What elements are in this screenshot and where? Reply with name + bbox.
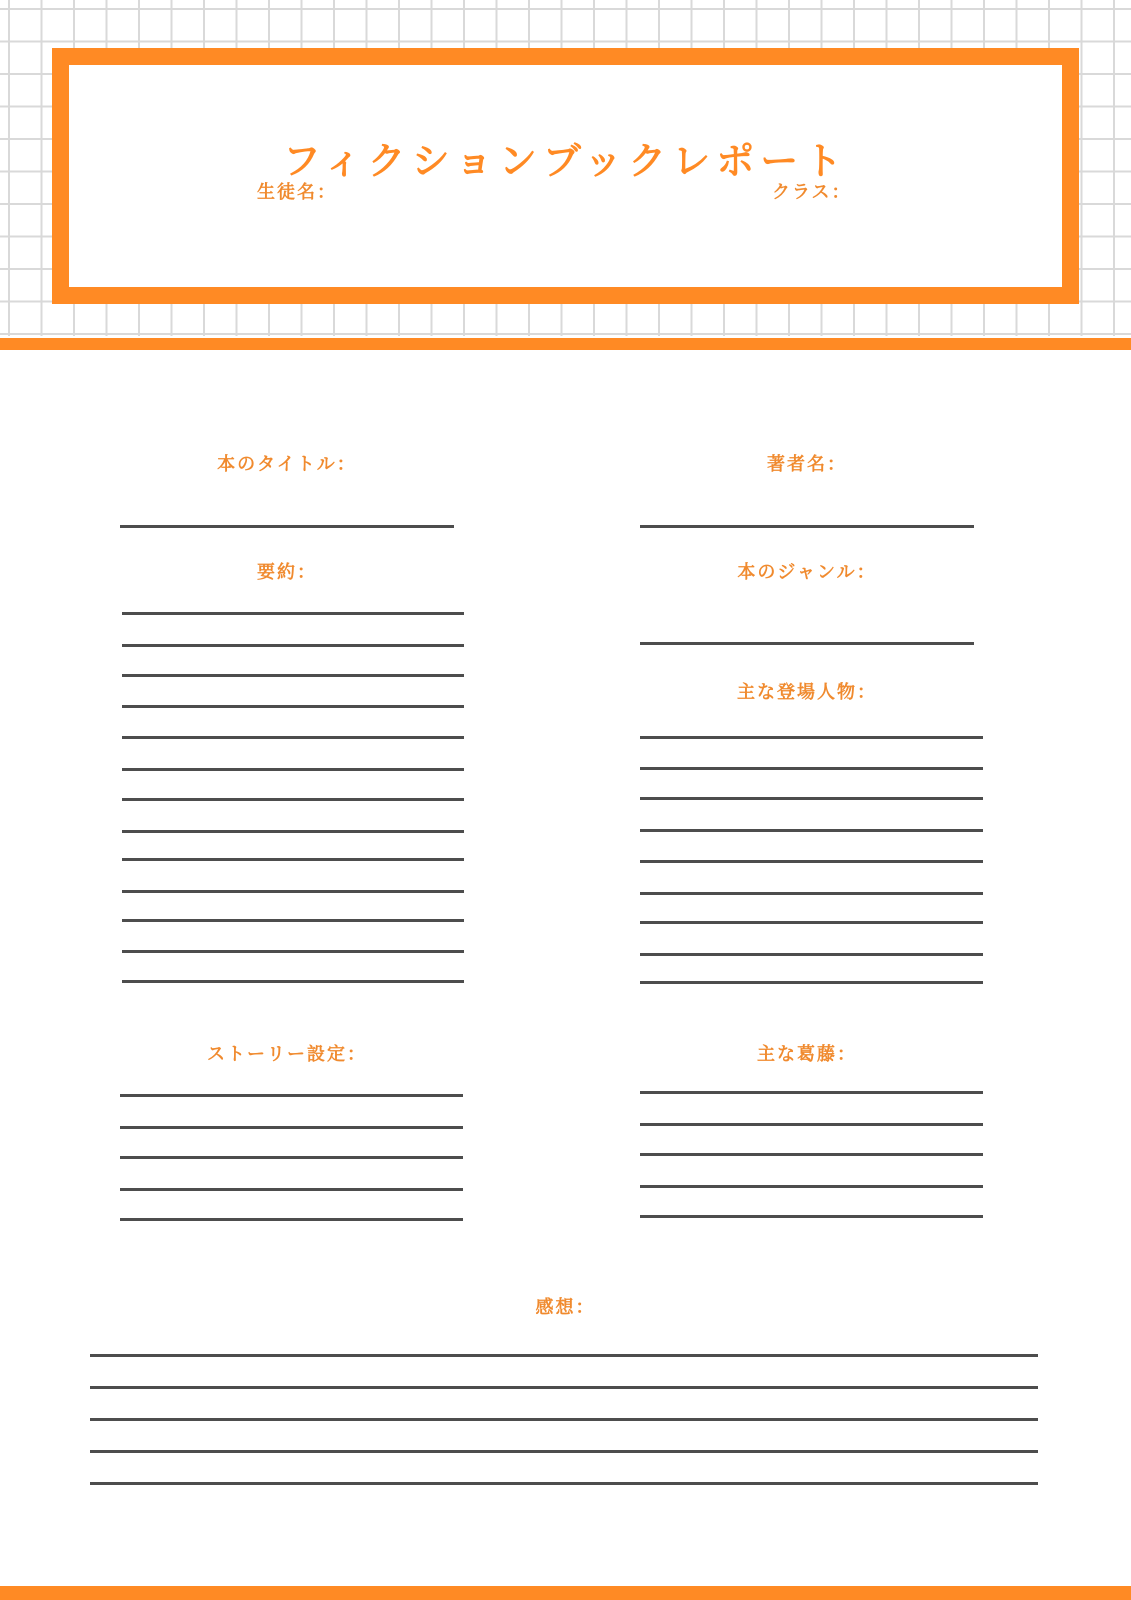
characters-line[interactable] <box>640 892 983 895</box>
conflict-line[interactable] <box>640 1185 983 1188</box>
characters-line[interactable] <box>640 736 983 739</box>
setting-line[interactable] <box>120 1156 463 1159</box>
impressions-line[interactable] <box>90 1354 1038 1357</box>
summary-line[interactable] <box>122 768 464 771</box>
story-setting-label: ストーリー設定： <box>207 1044 367 1065</box>
summary-line[interactable] <box>122 980 464 983</box>
author-line[interactable] <box>640 525 974 528</box>
author-label: 著者名： <box>767 454 847 475</box>
setting-line[interactable] <box>120 1126 463 1129</box>
book-title-line[interactable] <box>120 525 454 528</box>
impressions-line[interactable] <box>90 1482 1038 1485</box>
characters-line[interactable] <box>640 953 983 956</box>
summary-line[interactable] <box>122 858 464 861</box>
title-box <box>52 48 1079 304</box>
conflict-line[interactable] <box>640 1215 983 1218</box>
conflict-line[interactable] <box>640 1153 983 1156</box>
impressions-line[interactable] <box>90 1450 1038 1453</box>
main-conflict-label: 主な葛藤： <box>757 1044 857 1065</box>
impressions-line[interactable] <box>90 1418 1038 1421</box>
summary-line[interactable] <box>122 674 464 677</box>
student-name-label: 生徒名： <box>257 182 337 203</box>
characters-line[interactable] <box>640 921 983 924</box>
summary-label: 要約： <box>257 562 317 583</box>
impressions-label: 感想： <box>535 1297 596 1318</box>
summary-line[interactable] <box>122 705 464 708</box>
summary-line[interactable] <box>122 830 464 833</box>
summary-line[interactable] <box>122 798 464 801</box>
summary-line[interactable] <box>122 612 464 615</box>
setting-line[interactable] <box>120 1218 463 1221</box>
characters-line[interactable] <box>640 797 983 800</box>
page-title: フィクションブックレポート <box>282 139 849 183</box>
characters-line[interactable] <box>640 767 983 770</box>
main-characters-label: 主な登場人物： <box>737 682 877 703</box>
class-label: クラス： <box>772 182 852 203</box>
impressions-line[interactable] <box>90 1386 1038 1389</box>
setting-line[interactable] <box>120 1094 463 1097</box>
conflict-line[interactable] <box>640 1091 983 1094</box>
book-title-label: 本のタイトル： <box>217 454 357 475</box>
characters-line[interactable] <box>640 860 983 863</box>
summary-line[interactable] <box>122 919 464 922</box>
characters-line[interactable] <box>640 981 983 984</box>
summary-line[interactable] <box>122 890 464 893</box>
conflict-line[interactable] <box>640 1123 983 1126</box>
summary-line[interactable] <box>122 950 464 953</box>
genre-label: 本のジャンル： <box>737 562 877 583</box>
summary-line[interactable] <box>122 736 464 739</box>
header-divider-band <box>0 338 1131 350</box>
footer-band <box>0 1586 1131 1600</box>
setting-line[interactable] <box>120 1188 463 1191</box>
characters-line[interactable] <box>640 829 983 832</box>
genre-line[interactable] <box>640 642 974 645</box>
summary-line[interactable] <box>122 644 464 647</box>
